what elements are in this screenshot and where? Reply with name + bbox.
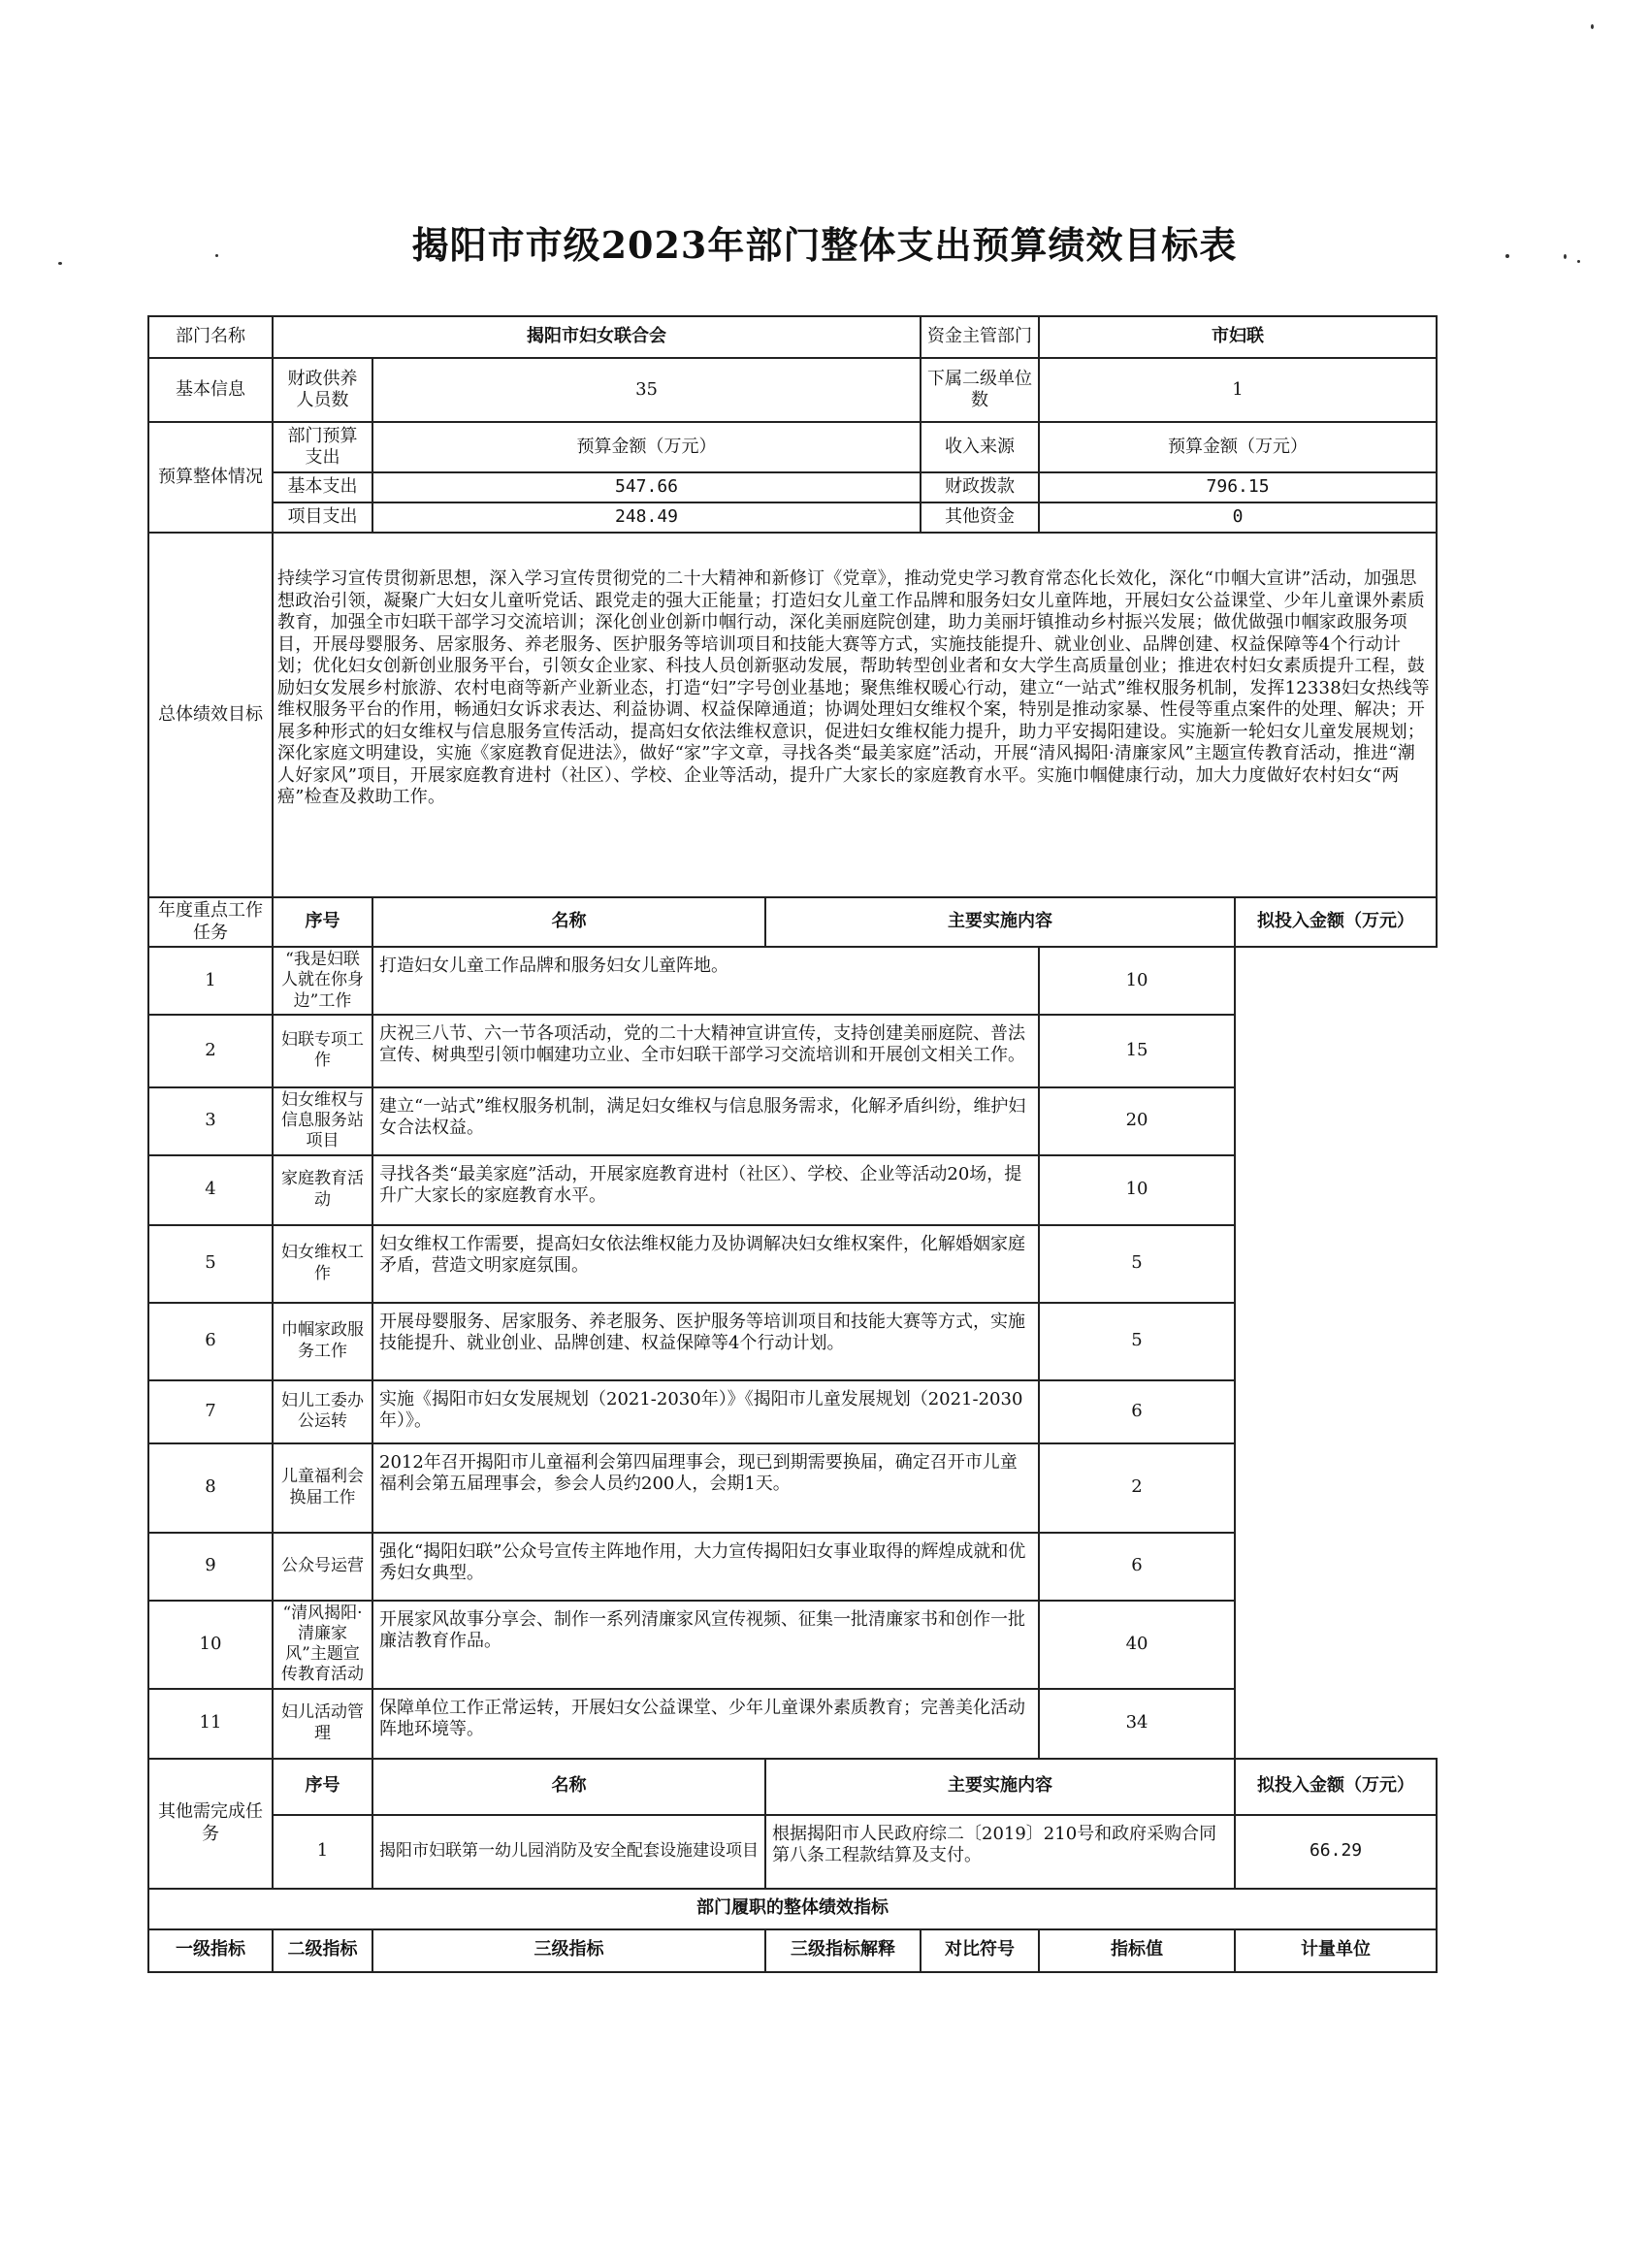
task-amount: 10 [1039, 1155, 1235, 1225]
task-name: 家庭教育活动 [273, 1155, 372, 1225]
indicators-title-row [148, 1889, 1437, 1929]
budget-header-row [148, 422, 1437, 472]
task-row [148, 1015, 1437, 1087]
dept-name: 揭阳市妇女联合会 [273, 316, 921, 358]
task-content: 庆祝三八节、六一节各项活动，党的二十大精神宣讲宣传，支持创建美丽庭院、普法宣传、树典型引领巾帼建功立业、全市妇联干部学习交流培训和开展创文相关工作。 [372, 1015, 1039, 1087]
task-content: 建立“一站式”维权服务机制，满足妇女维权与信息服务需求，化解矛盾纠纷，维护妇女合法权益。 [372, 1087, 1039, 1155]
fund-dept-label: 资金主管部门 [921, 316, 1039, 358]
budget-target-table [147, 315, 1438, 1973]
other-fund-value: 0 [1039, 502, 1437, 533]
task-content: 寻找各类“最美家庭”活动，开展家庭教育进村（社区）、学校、企业等活动20场，提升广大家长的家庭教育水平。 [372, 1155, 1039, 1225]
amount-label: 预算金额（万元） [372, 422, 921, 472]
staff-count: 35 [372, 358, 921, 422]
ind-compare: 对比符号 [921, 1929, 1039, 1972]
task-amount: 34 [1039, 1689, 1235, 1759]
task-name: 妇女维权与信息服务站项目 [273, 1087, 372, 1155]
staff-label: 财政供养人员数 [273, 358, 372, 422]
ind-level3-desc: 三级指标解释 [765, 1929, 921, 1972]
task-content: 实施《揭阳市妇女发展规划（2021-2030年）》《揭阳市儿童发展规划（2021-2030年）》。 [372, 1380, 1039, 1443]
other-tasks-header-row [148, 1759, 1437, 1815]
sub-units-label: 下属二级单位数 [921, 358, 1039, 422]
task-row [148, 1225, 1437, 1303]
page-title: 揭阳市市级2023年部门整体支出预算绩效目标表 [411, 223, 1238, 267]
ind-unit: 计量单位 [1235, 1929, 1437, 1972]
other-task-no: 1 [273, 1815, 372, 1889]
task-amount: 6 [1039, 1380, 1235, 1443]
task-no: 3 [148, 1087, 273, 1155]
basic-expense-value: 547.66 [372, 472, 921, 502]
basic-info-row [148, 358, 1437, 422]
other-header-name: 名称 [372, 1759, 765, 1815]
amount-label-2: 预算金额（万元） [1039, 422, 1437, 472]
dept-row [148, 316, 1437, 358]
other-header-no: 序号 [273, 1759, 372, 1815]
other-task-row [148, 1815, 1437, 1889]
tasks-header-name: 名称 [372, 897, 765, 947]
task-row [148, 1155, 1437, 1225]
task-row [148, 1443, 1437, 1533]
task-name: 妇儿工委办公运转 [273, 1380, 372, 1443]
tasks-header-row [148, 897, 1437, 947]
task-no: 7 [148, 1380, 273, 1443]
task-content: 打造妇女儿童工作品牌和服务妇女儿童阵地。 [372, 947, 1039, 1015]
task-content: 强化“揭阳妇联”公众号宣传主阵地作用，大力宣传揭阳妇女事业取得的辉煌成就和优秀妇女典型。 [372, 1533, 1039, 1601]
project-expense-label: 项目支出 [273, 502, 372, 533]
other-fund-label: 其他资金 [921, 502, 1039, 533]
task-row [148, 1601, 1437, 1689]
task-content: 2012年召开揭阳市儿童福利会第四届理事会，现已到期需要换届，确定召开市儿童福利会第五届理事会，参会人员约200人，会期1天。 [372, 1443, 1039, 1533]
task-amount: 5 [1039, 1225, 1235, 1303]
task-name: 公众号运营 [273, 1533, 372, 1601]
task-amount: 10 [1039, 947, 1235, 1015]
other-header-content: 主要实施内容 [765, 1759, 1235, 1815]
task-content: 妇女维权工作需要，提高妇女依法维权能力及协调解决妇女维权案件，化解婚姻家庭矛盾，营造文明家庭氛围。 [372, 1225, 1039, 1303]
task-content: 保障单位工作正常运转，开展妇女公益课堂、少年儿童课外素质教育；完善美化活动阵地环境等。 [372, 1689, 1039, 1759]
task-no: 10 [148, 1601, 273, 1689]
task-amount: 5 [1039, 1303, 1235, 1380]
task-name: 妇女维权工作 [273, 1225, 372, 1303]
indicators-header-row [148, 1929, 1437, 1972]
basic-expense-label: 基本支出 [273, 472, 372, 502]
task-name: 儿童福利会换届工作 [273, 1443, 372, 1533]
task-name: “我是妇联人就在你身边”工作 [273, 947, 372, 1015]
task-row [148, 1689, 1437, 1759]
task-name: 妇儿活动管理 [273, 1689, 372, 1759]
task-no: 5 [148, 1225, 273, 1303]
task-no: 9 [148, 1533, 273, 1601]
task-row [148, 1380, 1437, 1443]
fiscal-label: 财政拨款 [921, 472, 1039, 502]
income-label: 收入来源 [921, 422, 1039, 472]
task-name: “清风揭阳·清廉家风”主题宣传教育活动 [273, 1601, 372, 1689]
budget-basic-row [148, 472, 1437, 502]
task-amount: 40 [1039, 1601, 1235, 1689]
task-no: 6 [148, 1303, 273, 1380]
task-no: 11 [148, 1689, 273, 1759]
task-content: 开展母婴服务、居家服务、养老服务、医护服务等培训项目和技能大赛等方式，实施技能提升、就业创业、品牌创建、权益保障等4个行动计划。 [372, 1303, 1039, 1380]
basic-info-label: 基本信息 [148, 358, 273, 422]
budget-label: 预算整体情况 [148, 422, 273, 533]
ind-level2: 二级指标 [273, 1929, 372, 1972]
task-amount: 20 [1039, 1087, 1235, 1155]
ind-value: 指标值 [1039, 1929, 1235, 1972]
task-no: 2 [148, 1015, 273, 1087]
task-row [148, 1533, 1437, 1601]
tasks-header-no: 序号 [273, 897, 372, 947]
task-no: 8 [148, 1443, 273, 1533]
task-content: 开展家风故事分享会、制作一系列清廉家风宣传视频、征集一批清廉家书和创作一批廉洁教育作品。 [372, 1601, 1039, 1689]
dept-budget-label: 部门预算支出 [273, 422, 372, 472]
other-tasks-label: 其他需完成任务 [148, 1759, 273, 1889]
task-no: 4 [148, 1155, 273, 1225]
fund-dept: 市妇联 [1039, 316, 1437, 358]
tasks-header-content: 主要实施内容 [765, 897, 1235, 947]
task-row [148, 1087, 1437, 1155]
project-expense-value: 248.49 [372, 502, 921, 533]
other-task-content: 根据揭阳市人民政府综二〔2019〕210号和政府采购合同第八条工程款结算及支付。 [765, 1815, 1235, 1889]
tasks-header-amount: 拟投入金额（万元） [1235, 897, 1437, 947]
other-header-amount: 拟投入金额（万元） [1235, 1759, 1437, 1815]
fiscal-value: 796.15 [1039, 472, 1437, 502]
task-name: 巾帼家政服务工作 [273, 1303, 372, 1380]
task-name: 妇联专项工作 [273, 1015, 372, 1087]
sub-units-count: 1 [1039, 358, 1437, 422]
task-amount: 15 [1039, 1015, 1235, 1087]
budget-project-row [148, 502, 1437, 533]
other-task-amount: 66.29 [1235, 1815, 1437, 1889]
task-row [148, 1303, 1437, 1380]
dept-name-label: 部门名称 [148, 316, 273, 358]
goal-label: 总体绩效目标 [148, 533, 273, 897]
tasks-label: 年度重点工作任务 [148, 897, 273, 947]
ind-level3: 三级指标 [372, 1929, 765, 1972]
goal-row [148, 533, 1437, 897]
task-amount: 2 [1039, 1443, 1235, 1533]
ind-level1: 一级指标 [148, 1929, 273, 1972]
task-no: 1 [148, 947, 273, 1015]
indicators-title: 部门履职的整体绩效指标 [148, 1889, 1437, 1929]
goal-text: 持续学习宣传贯彻新思想，深入学习宣传贯彻党的二十大精神和新修订《党章》，推动党史学习教育常态化长效化，深化“巾帼大宣讲”活动，加强思想政治引领，凝聚广大妇女儿童听党话、跟党走的强大正能量；打造妇女儿童工作品牌和服务妇女儿童阵地，开展妇女公益课堂、少年儿童课外素质教育，加强全市妇联干部学习交流培训；深化创业创新巾帼行动，深化美丽庭院创建，助力美丽圩镇推动乡村振兴发展；做优做强巾帼家政服务项目，开展母婴服务、居家服务、养老服务、医护服务等培训项目和技能大赛等方式，实施技能提升、就业创业、品牌创建、权益保障等4个行动计划；优化妇女创新创业服务平台，引领女企业家、科技人员创新驱动发展，帮助转型创业者和女大学生高质量创业；推进农村妇女素质提升工程，鼓励妇女发展乡村旅游、农村电商等新产业新业态，打造“妇”字号创业基地；聚焦维权暖心行动，建立“一站式”维权服务机制，发挥12338妇女热线等维权服务平台的作用，畅通妇女诉求表达、利益协调、权益保障通道；协调处理妇女维权个案，特别是推动家暴、性侵等重点案件的处理、解决；开展多种形式的妇女维权与信息服务宣传活动，提高妇女依法维权意识，促进妇女维权能力提升，助力平安揭阳建设。实施新一轮妇女儿童发展规划；深化家庭文明建设，实施《家庭教育促进法》，做好“家”字文章，寻找各类“最美家庭”活动，开展“清风揭阳·清廉家风”主题宣传教育活动，推进“潮人好家风”项目，开展家庭教育进村（社区）、学校、企业等活动，提升广大家长的家庭教育水平。实施巾帼健康行动，加大力度做好农村妇女“两癌”检查及救助工作。 [273, 533, 1437, 897]
task-row [148, 947, 1437, 1015]
other-task-name: 揭阳市妇联第一幼儿园消防及安全配套设施建设项目 [372, 1815, 765, 1889]
task-amount: 6 [1039, 1533, 1235, 1601]
